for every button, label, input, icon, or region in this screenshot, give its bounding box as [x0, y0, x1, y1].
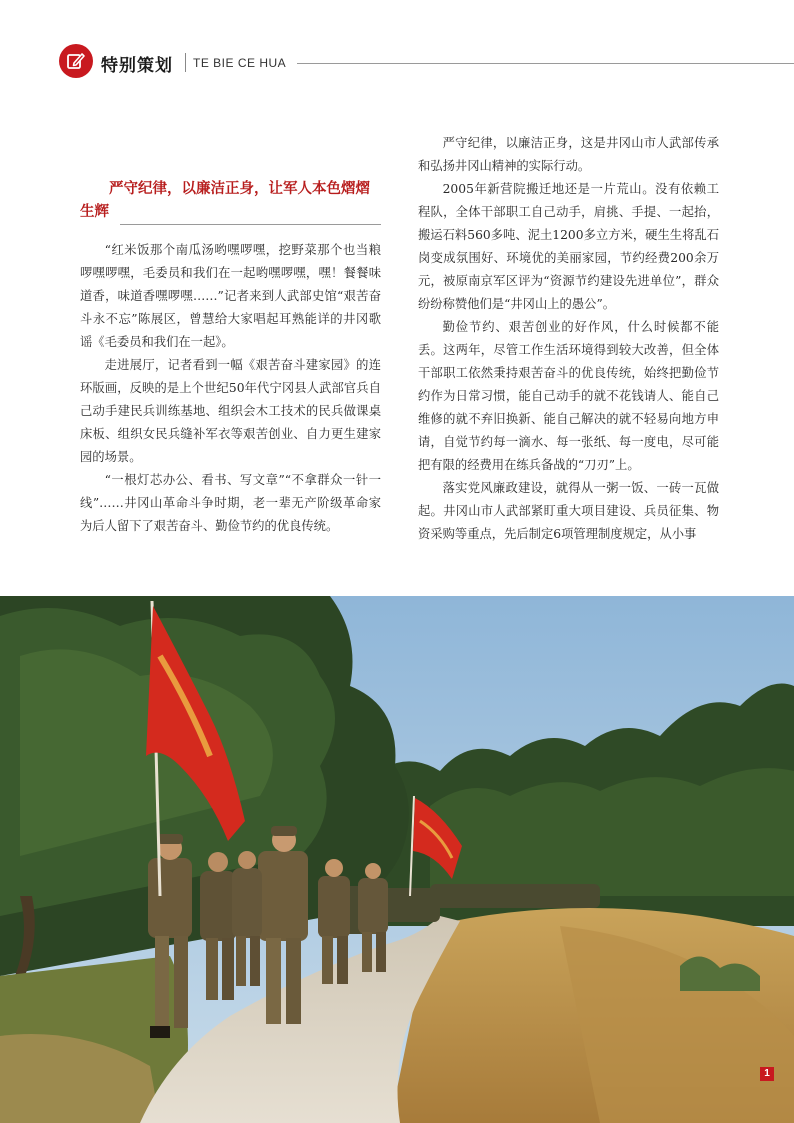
marching-soldiers-photo — [0, 596, 794, 1123]
paragraph: “一根灯芯办公、看书、写文章”“不拿群众一针一线”……井冈山革命斗争时期，老一辈无产阶级革命家为后人留下了艰苦奋斗、勤俭节约的优良传统。 — [80, 473, 381, 533]
left-column — [80, 239, 381, 538]
page-number: 1 — [760, 1067, 774, 1081]
right-column — [418, 132, 719, 546]
paragraph: 走进展厅，记者看到一幅《艰苦奋斗建家园》的连环版画，反映的是上个世纪50年代宁冈县人武部官兵自己动手建民兵训练基地、组织会木工技术的民兵做课桌床板、组织女民兵缝补军衣等艰苦创业、自力更生建家园的场景。 — [80, 358, 381, 464]
paragraph: 落实党风廉政建设，就得从一粥一饭、一砖一瓦做起。井冈山市人武部紧盯重大项目建设、兵员征集、物资采购等重点，先后制定6项管理制度规定，从小事 — [418, 481, 719, 541]
paragraph: 严守纪律，以廉洁正身，这是井冈山市人武部传承和弘扬井冈山精神的实际行动。 — [418, 136, 719, 173]
paragraph: “红米饭那个南瓜汤哟嘿啰嘿，挖野菜那个也当粮啰嘿啰嘿，毛委员和我们在一起哟嘿啰嘿，嘿！餐餐味道香，味道香嘿啰嘿……”记者来到人武部史馆“艰苦奋斗永不忘”陈展区，曾慧给大家唱起耳熟能详的井冈歌谣《毛委员和我们在一起》。 — [80, 243, 381, 349]
subheading-rule — [120, 224, 381, 225]
header-rule — [297, 63, 794, 64]
article-subheading: 严守纪律，以廉洁正身，让军人本色熠熠生辉 — [80, 181, 370, 220]
section-pinyin: TE BIE CE HUA — [193, 56, 287, 70]
page-header — [0, 42, 794, 86]
section-title: 特别策划 — [101, 56, 173, 76]
paragraph: 勤俭节约、艰苦创业的好作风，什么时候都不能丢。这两年，尽管工作生活环境得到较大改善，但全体干部职工依然秉持艰苦奋斗的优良传统，始终把勤俭节约作为日常习惯，能自己动手的就不花钱请人、能自己维修的就不弃旧换新、能自己解决的就不轻易向地方申请，自觉节约每一滴水、每一张纸、每一度电，尽可能把有限的经费用在练兵备战的“刀刃”上。 — [418, 320, 719, 472]
paragraph: 2005年新营院搬迁地还是一片荒山。没有依赖工程队，全体干部职工自己动手，肩挑、手提、一起抬，搬运石料560多吨、泥土1200多立方米，硬生生将乱石岗变成氛围好、环境优的美丽家园，节约经费200余万元，被原南京军区评为“资源节约建设先进单位”，群众纷纷称赞他们是“井冈山上的愚公”。 — [418, 182, 719, 311]
pen-edit-icon — [59, 44, 93, 78]
header-divider — [185, 53, 186, 72]
